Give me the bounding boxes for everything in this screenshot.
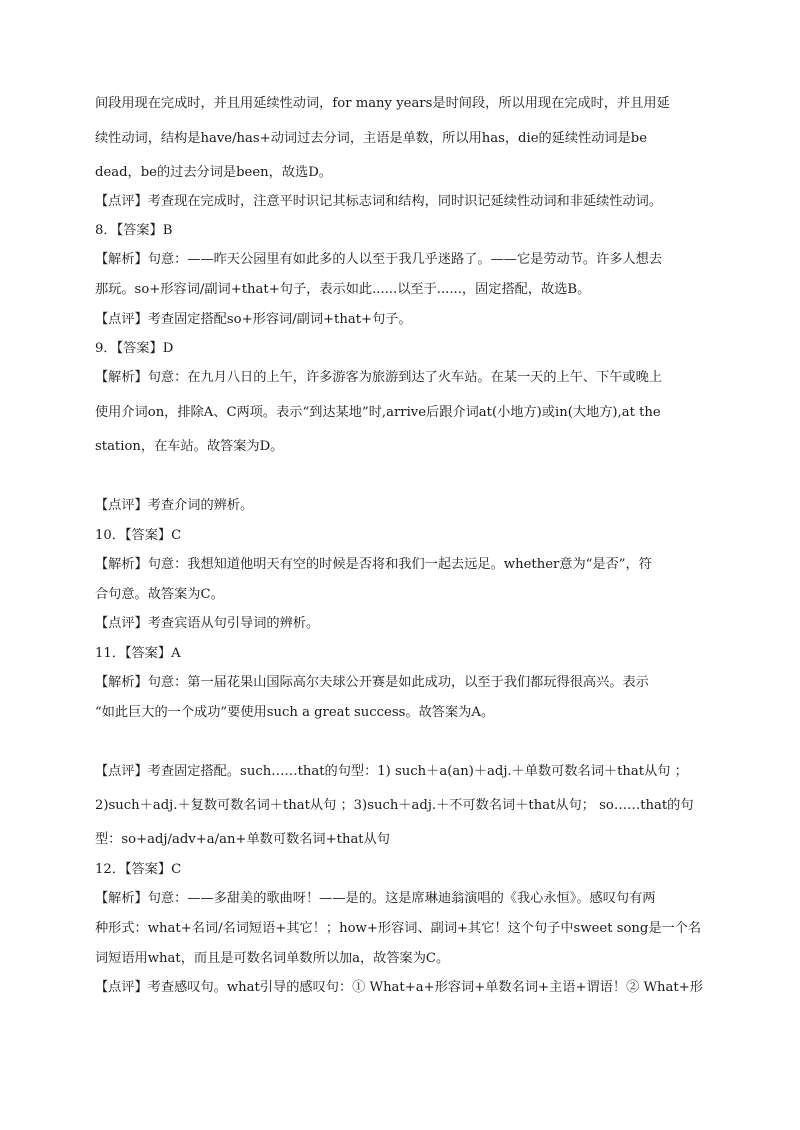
text-line: 合句意。故答案为C。	[95, 587, 224, 602]
text-line: 那玩。so+形容词/副词+that+句子，表示如此......以至于......，固定搭配，故选B。	[95, 282, 591, 297]
analysis-line: 【解析】句意：在九月八日的上午，许多游客为旅游到达了火车站。在某一天的上午、下午或晚上	[95, 370, 663, 385]
text-line: 间段用现在完成时，并且用延续性动词，for many years是时间段，所以用现在完成时，并且用延	[95, 96, 670, 111]
text-line: 种形式：what+名词/名词短语+其它！；how+形容词、副词+其它！这个句子中sweet song是一个名	[95, 921, 702, 936]
text-line: station，在车站。故答案为D。	[95, 439, 284, 454]
text-line: 使用介词on，排除A、C两项。表示“到达某地”时,arrive后跟介词at(小地方)或in(大地方),at the	[95, 405, 661, 420]
comment-line: 【点评】考查固定搭配。such……that的句型：1) such＋a(an)＋adj.＋单数可数名词＋that从句 ；	[95, 764, 688, 779]
answer-line: 10．【答案】C	[95, 528, 182, 543]
text-line: 型：so+adj/adv+a/an+单数可数名词+that从句	[95, 832, 390, 847]
answer-line: 11．【答案】A	[95, 646, 181, 661]
comment-line: 【点评】考查固定搭配so+形容词/副词+that+句子。	[95, 312, 412, 327]
text-line: 2)such＋adj.＋复数可数名词＋that从句 ；3)such＋adj.＋不可数名词＋that从句； so……that的句	[95, 798, 694, 813]
comment-line: 【点评】考查介词的辨析。	[95, 498, 254, 513]
comment-line: 【点评】考查现在完成时，注意平时识记其标志词和结构，同时识记延续性动词和非延续性动词。	[95, 194, 663, 209]
text-line: 续性动词，结构是have/has+动词过去分词，主语是单数，所以用has，die的延续性动词是be	[95, 131, 648, 146]
analysis-line: 【解析】句意：——多甜美的歌曲呀！——是的。这是席琳迪翁演唱的《我心永恒》。感叹句有两	[95, 891, 656, 906]
answer-line: 8．【答案】B	[95, 223, 173, 238]
answer-line: 9．【答案】D	[95, 341, 174, 356]
analysis-line: 【解析】句意：——昨天公园里有如此多的人以至于我几乎迷路了。——它是劳动节。许多人想去	[95, 252, 663, 267]
analysis-line: 【解析】句意：我想知道他明天有空的时候是否将和我们一起去远足。whether意为“是否”，符	[95, 557, 652, 572]
comment-line: 【点评】考查宾语从句引导词的辨析。	[95, 616, 320, 631]
analysis-line: 【解析】句意：第一届花果山国际高尔夫球公开赛是如此成功，以至于我们都玩得很高兴。表示	[95, 675, 649, 690]
text-line: dead，be的过去分词是been，故选D。	[95, 165, 332, 180]
answer-line: 12．【答案】C	[95, 862, 182, 877]
comment-line: 【点评】考查感叹句。what引导的感叹句：① What+a+形容词+单数名词+主语+谓语！② What+形	[95, 980, 703, 995]
text-line: 词短语用what，而且是可数名词单数所以加a，故答案为C。	[95, 951, 450, 966]
text-line: “如此巨大的一个成功”要使用such a great success。故答案为A。	[95, 705, 495, 720]
